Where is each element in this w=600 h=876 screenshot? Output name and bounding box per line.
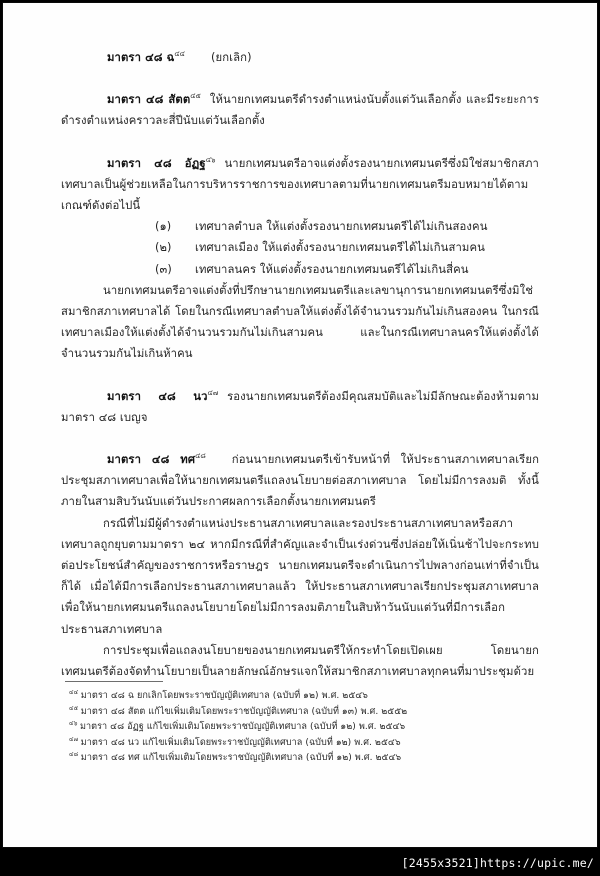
footnote-text: มาตรา ๔๘ นว แก้ไขเพิ่มเติมโดยพระราชบัญญัติเทศบาล (ฉบับที่ ๑๒) พ.ศ. ๒๕๔๖ [80,737,401,748]
footnote-marker: ๔๗ [69,735,79,743]
section-48-thot-body: ก่อนนายกเทศมนตรีเข้ารับหน้าที่ ให้ประธานสภาเทศบาลเรียกประชุมสภาเทศบาลเพื่อให้นายกเทศมนตรีแถลงนโยบายต่อสภาเทศบาล โดยไม่มีการลงมติ ทั้งนี้ ภายในสามสิบวันนับแต่วันประกาศผลการเลือกตั้งนายกเทศมนตรี [61,453,540,509]
footnote-item [61,705,539,721]
section-48-thot-paragraph-3: การประชุมเพื่อแถลงนโยบายของนายกเทศมนตรีให้กระทำโดยเปิดเผย โดยนายกเทศมนตรีต้องจัดทำนโยบายเป็นลายลักษณ์อักษรแจกให้สมาชิกสภาเทศบาลทุกคนที่มาประชุมด้วย [61,643,539,679]
spacer-block [61,428,539,449]
section-48-nawa-footnote-marker: ๔๗ [207,388,219,397]
section-48-nawa-body: รองนายกเทศมนตรีต้องมีคุณสมบัติและไม่มีลักษณะต้องห้ามตามมาตรา ๔๘ เบญจ [61,389,539,424]
clause-number: (๒) [155,241,172,255]
section-48-attha [61,153,539,217]
footnote-text: มาตรา ๔๘ ทศ แก้ไขเพิ่มเติมโดยพระราชบัญญัติเทศบาล (ฉบับที่ ๑๒) พ.ศ. ๒๕๔๖ [80,753,402,764]
footnote-text: มาตรา ๔๘ ฉ ยกเลิกโดยพระราชบัญญัติเทศบาล (ฉบับที่ ๑๒) พ.ศ. ๒๕๔๖ [80,691,369,701]
footnote-marker: ๔๕ [69,704,79,712]
section-48-satta-label: มาตรา ๔๘ สัตต [107,93,191,107]
section-48-cha-label: มาตรา ๔๘ ฉ [107,51,175,64]
footnote-text: มาตรา ๔๘ อัฏฐ แก้ไขเพิ่มเติมโดยพระราชบัญญัติเทศบาล (ฉบับที่ ๑๒) พ.ศ. ๒๕๔๖ [79,722,406,733]
spacer-block [61,365,539,386]
section-48-satta [61,89,539,131]
footnote-marker: ๔๘ [69,751,79,759]
section-48-thot-label: มาตรา ๔๘ ทศ [107,453,196,467]
footnote-item [61,689,539,705]
clause-text: เทศบาลนคร ให้แต่งตั้งรองนายกเทศมนตรีได้ไม่เกินสี่คน [195,262,469,276]
clause-number: (๑) [155,220,172,234]
clause-number: (๓) [155,262,172,276]
watermark-bar [0,850,600,876]
footnote-separator-rule [65,681,163,682]
section-48-attha-label: มาตรา ๔๘ อัฏฐ [107,156,206,170]
section-48-thot-footnote-marker: ๔๘ [195,452,206,461]
footnote-item [61,720,539,736]
section-48-cha-footnote-marker: ๔๔ [174,50,185,59]
section-48-attha-body: นายกเทศมนตรีอาจแต่งตั้งรองนายกเทศมนตรีซึ่งมิใช่สมาชิกสภาเทศบาลเป็นผู้ช่วยเหลือในการบริหารราชการของเทศบาลตามที่นายกเทศมนตรีมอบหมายได้ตามเกณฑ์ดังต่อไปนี้ [61,156,539,213]
section-48-nawa [61,386,539,428]
section-48-thot-paragraph-2: กรณีที่ไม่มีผู้ดำรงตำแหน่งประธานสภาเทศบาลและรองประธานสภาเทศบาลหรือสภาเทศบาลถูกยุบตามมาตรา ๒๔ หากมีกรณีที่สำคัญและจำเป็นเร่งด่วนซึ่งปล่อยให้เนิ่นช้าไปจะกระทบต่อประโยชน์สำคัญของราชการหรือราษฎร นายกเทศมนตรีจะดำเนินการไปพลางก่อนเท่าที่จำเป็นก็ได้ เมื่อได้มีการเลือกประธานสภาเทศบาลแล้ว ให้ประธานสภาเทศบาลเรียกประชุมสภาเทศบาลเพื่อให้นายกเทศมนตรีแถลงนโยบายโดยไม่มีการลงมติภายในสิบห้าวันนับแต่วันที่มีการเลือกประธานสภาเทศบาล [61,516,539,636]
footnote-marker: ๔๔ [69,688,79,696]
clause-text: เทศบาลตำบล ให้แต่งตั้งรองนายกเทศมนตรีได้ไม่เกินสองคน [195,220,488,234]
section-48-thot [61,449,539,513]
footnote-text: มาตรา ๔๘ สัตต แก้ไขเพิ่มเติมโดยพระราชบัญญัติเทศบาล (ฉบับที่ ๑๓) พ.ศ. ๒๕๕๒ [80,706,408,717]
section-48-nawa-label: มาตรา ๔๘ นว [107,389,208,403]
footnote-marker: ๔๖ [69,720,78,728]
footnote-item [61,736,539,752]
clause-list [61,216,539,280]
section-48-cha [61,47,539,68]
spacer-block [61,68,539,89]
clause-item [61,216,539,237]
footnote-item [61,751,539,767]
section-48-satta-body: ให้นายกเทศมนตรีดำรงตำแหน่งนับตั้งแต่วันเลือกตั้ง และมีระยะการดำรงตำแหน่งคราวละสี่ปีนับแต่วันเลือกตั้ง [61,93,539,128]
section-48-attha-footnote-marker: ๔๖ [205,155,216,164]
watermark-text: [2455x3521]https://upic.me/ [401,856,594,870]
scanned-page [2,2,598,848]
section-48-attha-trailing-paragraph: นายกเทศมนตรีอาจแต่งตั้งที่ปรึกษานายกเทศมนตรีและเลขานุการนายกเทศมนตรีซึ่งมิใช่สมาชิกสภาเทศบาลได้ โดยในกรณีเทศบาลตำบลให้แต่งตั้งได้จำนวนรวมกันไม่เกินสองคน ในกรณีเทศบาลเมืองให้แต่งตั้งได้จำนวนรวมกันไม่เกินสามคน และในกรณีเทศบาลนครให้แต่งตั้งได้จำนวนรวมกันไม่เกินห้าคน [61,283,539,361]
spacer-block [61,132,539,153]
clause-text: เทศบาลเมือง ให้แต่งตั้งรองนายกเทศมนตรีได้ไม่เกินสามคน [195,241,485,255]
clause-item [61,237,539,258]
clause-item [61,259,539,280]
section-48-cha-body: (ยกเลิก) [210,51,252,64]
section-48-satta-footnote-marker: ๔๕ [190,92,201,101]
footnote-section [61,681,539,767]
